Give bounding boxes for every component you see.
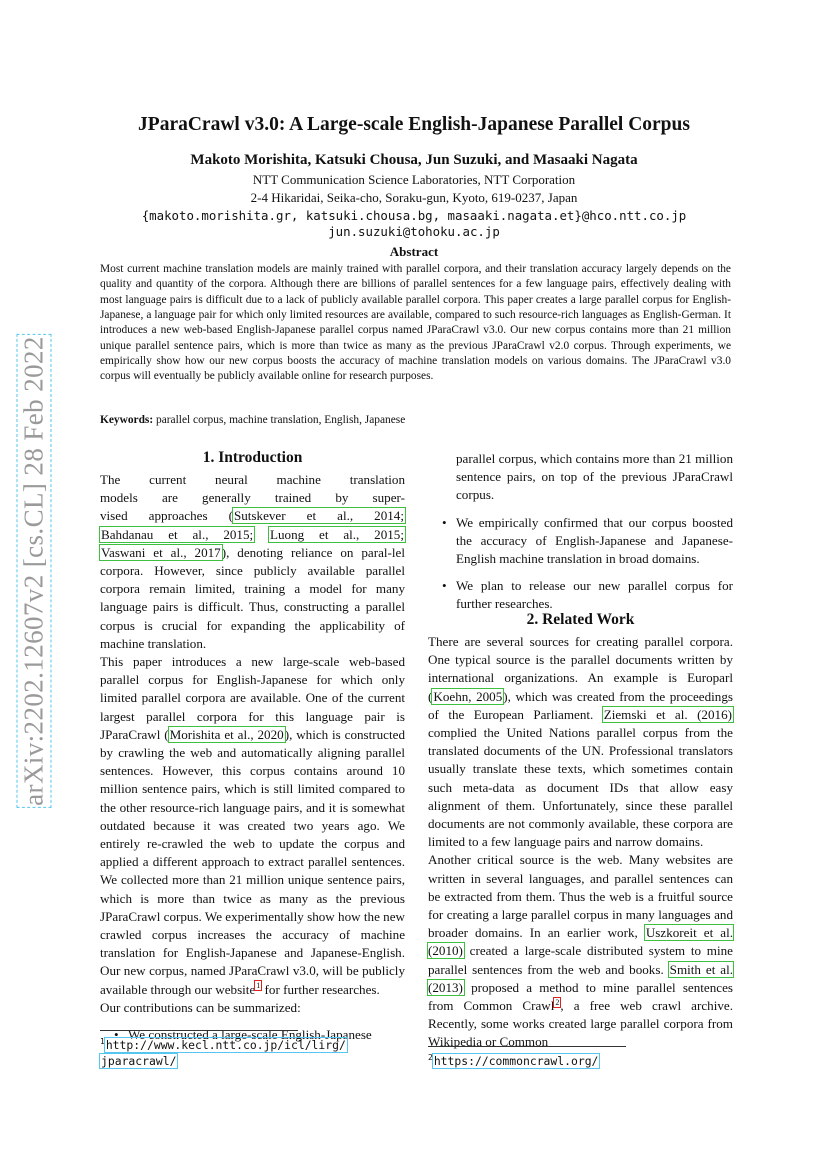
contribution-bullet-3	[428, 577, 733, 613]
footnote-ref-2[interactable]: 2	[555, 997, 560, 1007]
citation-sutskever[interactable]: Sutskever et al., 2014;	[233, 508, 404, 524]
intro-line-2: models are generally trained by super-	[100, 490, 405, 506]
affiliation-line-1: NTT Communication Science Laboratories, NTT Corporation	[252, 172, 576, 187]
section-related-work-heading: 2. Related Work	[526, 611, 635, 628]
intro-line-3-text: vised approaches (	[100, 508, 233, 524]
footnote-ref-1[interactable]: 1	[256, 981, 261, 991]
left-column	[100, 471, 405, 1044]
intro-paragraph-1-rest	[100, 544, 405, 653]
contribution-bullet-1-continued: parallel corpus, which contains more than 21 million sentence pairs, on top of the previous JParaCrawl corpus.	[456, 451, 733, 503]
arxiv-identifier-text: arXiv:2202.12607v2 [cs.CL] 28 Feb 2022	[18, 336, 49, 806]
related-paragraph-1-text-b: ), which was created from the proceedings of the European Parliament.	[428, 688, 733, 722]
bullet-dot: •	[442, 578, 447, 594]
keywords	[100, 414, 731, 426]
affiliation-line-2: 2-4 Hikaridai, Seika-cho, Soraku-gun, Kyoto, 619-0237, Japan	[250, 190, 578, 205]
right-column	[428, 450, 733, 614]
footnote-2-number: 2	[428, 1053, 433, 1062]
keywords-text: parallel corpus, machine translation, English, Japanese	[156, 414, 406, 426]
intro-line-3	[100, 507, 405, 525]
citation-ziemski[interactable]: Ziemski et al. (2016)	[603, 706, 732, 722]
arxiv-identifier[interactable]	[16, 336, 52, 806]
footnote-1-number: 1	[100, 1037, 105, 1046]
footnote-2	[428, 1050, 599, 1069]
contribution-bullet-3-text: We plan to release our new parallel corpus for further researches.	[456, 578, 733, 612]
related-paragraph-2-text-b: created a large-scale distributed system to mine parallel sentences from the web and books.	[428, 943, 733, 977]
citation-morishita[interactable]: Morishita et al., 2020	[169, 726, 284, 742]
footnote-2-url[interactable]: https://commoncrawl.org/	[433, 1053, 599, 1068]
citation-bahdanau[interactable]: Bahdanau et al., 2015;	[101, 526, 254, 542]
abstract-heading: Abstract	[389, 244, 439, 259]
related-paragraph-2-text-a: Another critical source is the web. Many websites are written in several languages, and parallel sentences can be extracted from them. Thus the web is a fruitful source for creating a large parallel corpus in many languages and broader domains. In an earlier work,	[428, 852, 733, 941]
citation-uszkoreit[interactable]: Uszkoreit et al. (2010)	[428, 925, 734, 959]
related-paragraph-2-text-d: , a free web crawl archive. Recently, some works created large parallel corpora from Wikipedia or Common	[428, 998, 733, 1050]
contribution-bullet-1-text: We constructed a large-scale English-Japanese	[128, 1027, 372, 1043]
intro-line-1: The current neural machine translation	[100, 472, 405, 487]
footnote-rule-left	[100, 1030, 298, 1031]
intro-paragraph-3: Our contributions can be summarized:	[100, 999, 301, 1015]
related-work-body	[428, 633, 733, 1052]
section-introduction-heading: 1. Introduction	[202, 449, 303, 466]
bullet-dot: •	[114, 1027, 119, 1043]
related-paragraph-2	[428, 851, 733, 1051]
paper-title: JParaCrawl v3.0: A Large-scale English-Japanese Parallel Corpus	[138, 114, 690, 135]
intro-line-4	[100, 526, 405, 544]
author-emails: {makoto.morishita.gr, katsuki.chousa.bg, masaaki.nagata.et}@hco.ntt.co.jp	[141, 208, 687, 223]
citation-luong[interactable]: Luong et al., 2015;	[270, 526, 404, 542]
footnote-1	[100, 1034, 347, 1069]
author-list: Makoto Morishita, Katsuki Chousa, Jun Suzuki, and Masaaki Nagata	[190, 152, 638, 168]
citation-vaswani[interactable]: Vaswani et al., 2017	[101, 544, 221, 560]
intro-paragraph-2-text-c: for further researches.	[261, 981, 380, 997]
footnote-1-url-part-1[interactable]: http://www.kecl.ntt.co.jp/icl/lirg/	[105, 1037, 346, 1052]
abstract-text: Most current machine translation models are mainly trained with parallel corpora, and their translation accuracy largely depends on the quality and quantity of the corpora. Although there are billions of parallel sentences for a few language pairs, effectively dealing with most language pairs is difficult due to a lack of publicly available parallel corpora. This paper creates a large parallel corpus for English-Japanese, a language pair for which only limited resources are available, compared to such resource-rich languages as English-German. It introduces a new web-based English-Japanese parallel corpus named JParaCrawl v3.0. Our new corpus contains more than 21 million unique parallel sentence pairs, which is more than twice as many as the previous JParaCrawl v2.0 corpus. Through experiments, we empirically show how our new corpus boosts the accuracy of machine translation models on various domains. The JParaCrawl v3.0 corpus will eventually be publicly available online for research purposes.	[100, 263, 731, 383]
bullet-dot: •	[442, 514, 447, 530]
contribution-bullet-2-text: We empirically confirmed that our corpus boosted the accuracy of English-Japanese and Japanese-English machine translation in broad domains.	[456, 514, 733, 567]
intro-paragraph-1-text: ), denoting reliance on paral-lel corpora. However, since publicly available parallel corpora remain limited, training a model for many language pairs is difficult. Thus, constructing a parallel corpus is crucial for expanding the applicability of machine translation.	[100, 544, 405, 651]
contribution-bullet-2	[428, 514, 733, 569]
related-paragraph-1-text-c: complied the United Nations parallel corpus from the translated documents of the UN. Professional translators usually translate these texts, which sometimes contain such meta-data as document IDs that allow easy alignment of them. Unfortunately, since these parallel documents are not commonly available, these corpora are limited to a few language pairs and narrow domains.	[428, 725, 733, 850]
related-paragraph-2-text-c: proposed a method to mine parallel sentences from Common Crawl	[428, 979, 733, 1014]
related-paragraph-1	[428, 633, 733, 851]
citation-koehn[interactable]: Koehn, 2005	[433, 688, 503, 704]
citation-smith[interactable]: Smith et al. (2013)	[428, 961, 733, 995]
footnote-rule-right	[428, 1046, 626, 1047]
author-email-suzuki: jun.suzuki@tohoku.ac.jp	[328, 224, 500, 239]
intro-paragraph-2-text-b: ), which is constructed by crawling the web and automatically aligning parallel sentences. However, this corpus contains around 10 million sentence pairs, which is still limited compared to the other resource-rich language pairs, and it is somewhat outdated because it was created two years ago. We entirely re-crawled the web to update the corpus and applied a different approach to extract parallel sentences. We collected more than 21 million unique sentence pairs, which is more than twice as many as the previous JParaCrawl corpus. We experimentally show how the new crawled corpus increases the accuracy of machine translation for English-Japanese and Japanese-English. Our new corpus, named JParaCrawl v3.0, will be publicly available through our website	[100, 726, 405, 997]
intro-paragraph-2	[100, 653, 405, 999]
footnote-1-url-part-2[interactable]: jparacrawl/	[101, 1053, 177, 1068]
intro-paragraph-2-text-a: This paper introduces a new large-scale web-based parallel corpus for English-Japanese for which only limited parallel corpora are available. One of the current largest parallel corpora for this language pair is JParaCrawl (	[100, 654, 405, 742]
keywords-label: Keywords:	[100, 414, 154, 426]
related-paragraph-1-text-a: There are several sources for creating parallel corpora. One typical source is the parallel documents written by international organizations. An example is Europarl (	[428, 634, 733, 704]
